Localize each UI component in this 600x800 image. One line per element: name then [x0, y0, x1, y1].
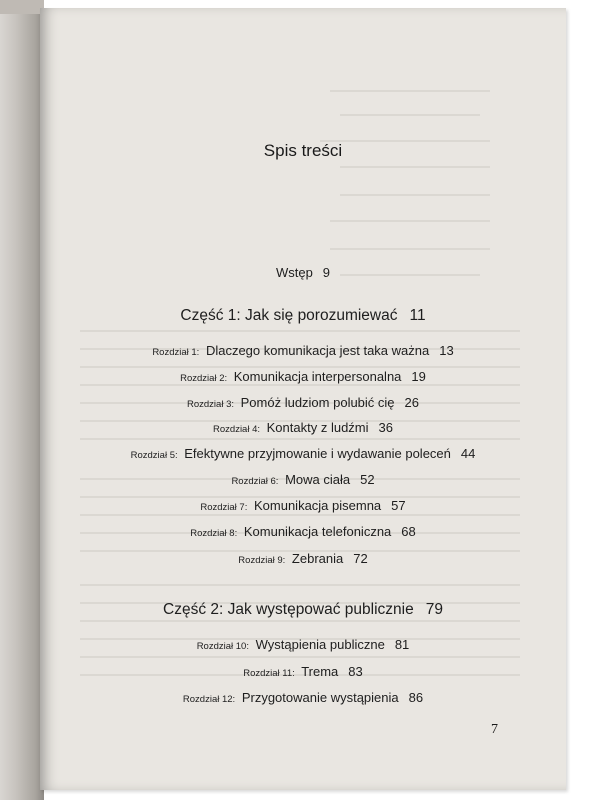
- toc-chapter-entry: [40, 551, 566, 566]
- toc-chapter-entry: [40, 690, 566, 705]
- chapter-label: Rozdział 6:: [231, 476, 279, 487]
- chapter-title: Mowa ciała: [285, 472, 351, 487]
- chapter-page-number: 86: [408, 690, 424, 705]
- chapter-title: Kontakty z ludźmi: [266, 420, 369, 435]
- chapter-label: Rozdział 4:: [213, 424, 261, 435]
- chapter-title: Komunikacja telefoniczna: [243, 524, 392, 539]
- toc-part-entry: [40, 307, 566, 325]
- toc-chapter-entry: [40, 446, 566, 461]
- chapter-label: Rozdział 12:: [182, 694, 236, 705]
- chapter-page-number: 72: [353, 551, 368, 566]
- toc-chapter-entry: [40, 369, 566, 384]
- chapter-page-number: 57: [391, 498, 406, 513]
- part-page-number: 79: [425, 601, 443, 618]
- toc-chapter-entry: [40, 343, 566, 358]
- chapter-label: Rozdział 3:: [187, 399, 234, 410]
- chapter-label: Rozdział 11:: [243, 668, 295, 679]
- toc-chapter-entry: [40, 472, 566, 487]
- chapter-title: Pomóż ludziom polubić cię: [240, 395, 395, 410]
- toc-chapter-entry: [40, 395, 566, 410]
- toc-chapter-entry: [40, 420, 566, 435]
- chapter-page-number: 26: [404, 395, 419, 410]
- chapter-title: Komunikacja pisemna: [253, 498, 382, 513]
- chapter-label: Rozdział 5:: [130, 450, 178, 461]
- intro-title: Wstęp: [275, 265, 313, 280]
- part-page-number: 11: [409, 307, 426, 324]
- book-spine-shadow: [0, 0, 44, 800]
- chapter-page-number: 13: [439, 343, 454, 358]
- chapter-title: Trema: [301, 664, 339, 679]
- book-spine-edge: [0, 0, 44, 14]
- chapter-title: Zebrania: [291, 551, 344, 566]
- page-number: 7: [491, 722, 498, 737]
- chapter-page-number: 44: [460, 446, 476, 461]
- part-title: Jak występować publicznie: [227, 601, 414, 618]
- chapter-title: Wystąpienia publiczne: [255, 637, 385, 652]
- toc-chapter-entry: [40, 524, 566, 539]
- part-label: Część 2:: [163, 601, 224, 618]
- chapter-title: Efektywne przyjmowanie i wydawanie poleceń: [184, 446, 451, 461]
- chapter-page-number: 36: [378, 420, 393, 435]
- toc-intro-entry: [40, 265, 566, 280]
- chapter-title: Komunikacja interpersonalna: [233, 369, 402, 384]
- toc-chapter-entry: [40, 664, 566, 679]
- chapter-label: Rozdział 8:: [190, 528, 238, 539]
- chapter-label: Rozdział 1:: [152, 347, 200, 358]
- toc-title: Spis treści: [263, 141, 343, 160]
- chapter-page-number: 81: [394, 637, 410, 652]
- chapter-label: Rozdział 2:: [180, 373, 228, 384]
- part-label: Część 1:: [180, 307, 241, 324]
- intro-page-number: 9: [322, 265, 331, 280]
- chapter-page-number: 19: [411, 369, 426, 384]
- chapter-page-number: 52: [360, 472, 375, 487]
- chapter-label: Rozdział 7:: [200, 502, 248, 513]
- chapter-label: Rozdział 9:: [238, 555, 286, 566]
- toc-chapter-entry: [40, 498, 566, 513]
- chapter-title: Przygotowanie wystąpienia: [241, 690, 399, 705]
- chapter-title: Dlaczego komunikacja jest taka ważna: [205, 343, 430, 358]
- chapter-page-number: 83: [348, 664, 363, 679]
- chapter-page-number: 68: [401, 524, 416, 539]
- toc-chapter-entry: [40, 637, 566, 652]
- part-title: Jak się porozumiewać: [245, 307, 398, 324]
- toc-part-entry: [40, 601, 566, 619]
- chapter-label: Rozdział 10:: [196, 641, 249, 652]
